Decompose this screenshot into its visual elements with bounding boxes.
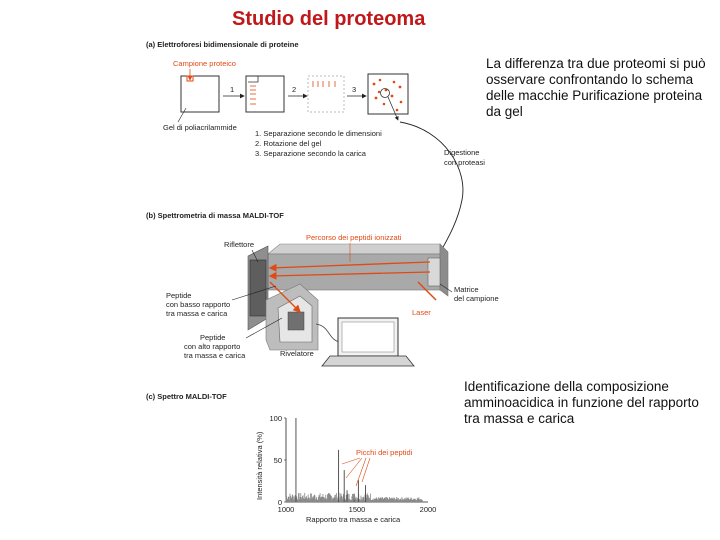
slide-title: Studio del proteoma (232, 8, 426, 30)
digest-label: Digestione (444, 148, 480, 157)
reflector-label: Riflettore (224, 240, 255, 249)
detector (288, 312, 304, 330)
protein-spots (373, 79, 403, 112)
x-axis-label: Rapporto tra massa e carica (306, 515, 401, 524)
x-tick-label: 1000 (277, 505, 295, 514)
panel-b-heading: (b) Spettrometria di massa MALDI-TOF (146, 211, 284, 220)
step-line-1: 1. Separazione secondo le dimensioni (255, 129, 382, 138)
low-ratio-line-3: tra massa e carica (166, 309, 228, 318)
laptop-keyboard (322, 356, 414, 366)
laptop-display (342, 322, 394, 352)
reflector (250, 260, 266, 316)
panel-a-heading: (a) Elettroforesi bidimensionale di proteine (146, 40, 299, 49)
y-tick-label: 50 (273, 456, 282, 465)
size-bands (250, 86, 256, 104)
low-ratio-line-2: con basso rapporto (166, 300, 231, 309)
laser-label: Laser (412, 308, 431, 317)
step-number-1: 1 (230, 85, 235, 94)
path-label: Percorso dei peptidi ionizzati (306, 233, 402, 242)
caption-top: La differenza tra due proteomi si può osservare confrontando lo schema delle macchie Purificazione proteina da gel (486, 56, 706, 119)
y-tick-label: 100 (269, 414, 282, 423)
detector-cable (316, 324, 340, 342)
gel-2d-result (368, 74, 408, 114)
y-ticks (269, 414, 286, 507)
step-number-2: 2 (292, 85, 297, 94)
peaks-label: Picchi dei peptidi (356, 448, 413, 457)
matrix-label: Matrice (454, 285, 479, 294)
step-line-2: 2. Rotazione del gel (255, 139, 322, 148)
spectrum-peaks (296, 418, 366, 502)
gel-notch (248, 76, 258, 82)
sample-label: Campione proteico (173, 59, 236, 68)
x-tick-label: 2000 (419, 505, 437, 514)
high-ratio-line-1: Peptide (200, 333, 226, 342)
y-tick-label: 0 (277, 498, 282, 507)
high-ratio-line-3: tra massa e carica (184, 351, 246, 360)
digest-label-2: con proteasi (444, 158, 485, 167)
gel-label: Gel di poliacrilammide (163, 123, 237, 132)
detector-label: Rivelatore (280, 349, 314, 358)
x-ticks (278, 505, 437, 514)
high-ratio-line-2: con alto rapporto (184, 342, 241, 351)
gel-pointer (178, 108, 186, 122)
tube-top (268, 244, 440, 254)
x-tick-label: 1500 (348, 505, 366, 514)
spot-pointer (388, 97, 398, 120)
matrix-label-2: del campione (454, 294, 499, 303)
peak-pointers (342, 458, 370, 486)
step-line-3: 3. Separazione secondo la carica (255, 149, 366, 158)
caption-bottom: Identificazione della composizione amminoacidica in funzione del rapporto tra massa e carica (464, 379, 699, 426)
low-ratio-line-1: Peptide (166, 291, 192, 300)
step-number-3: 3 (352, 85, 357, 94)
panel-c-heading: (c) Spettro MALDI-TOF (146, 392, 227, 401)
rotated-bands (313, 81, 335, 87)
maldi-spectrum (255, 414, 436, 524)
y-axis-label: Intensità relativa (%) (255, 431, 264, 500)
